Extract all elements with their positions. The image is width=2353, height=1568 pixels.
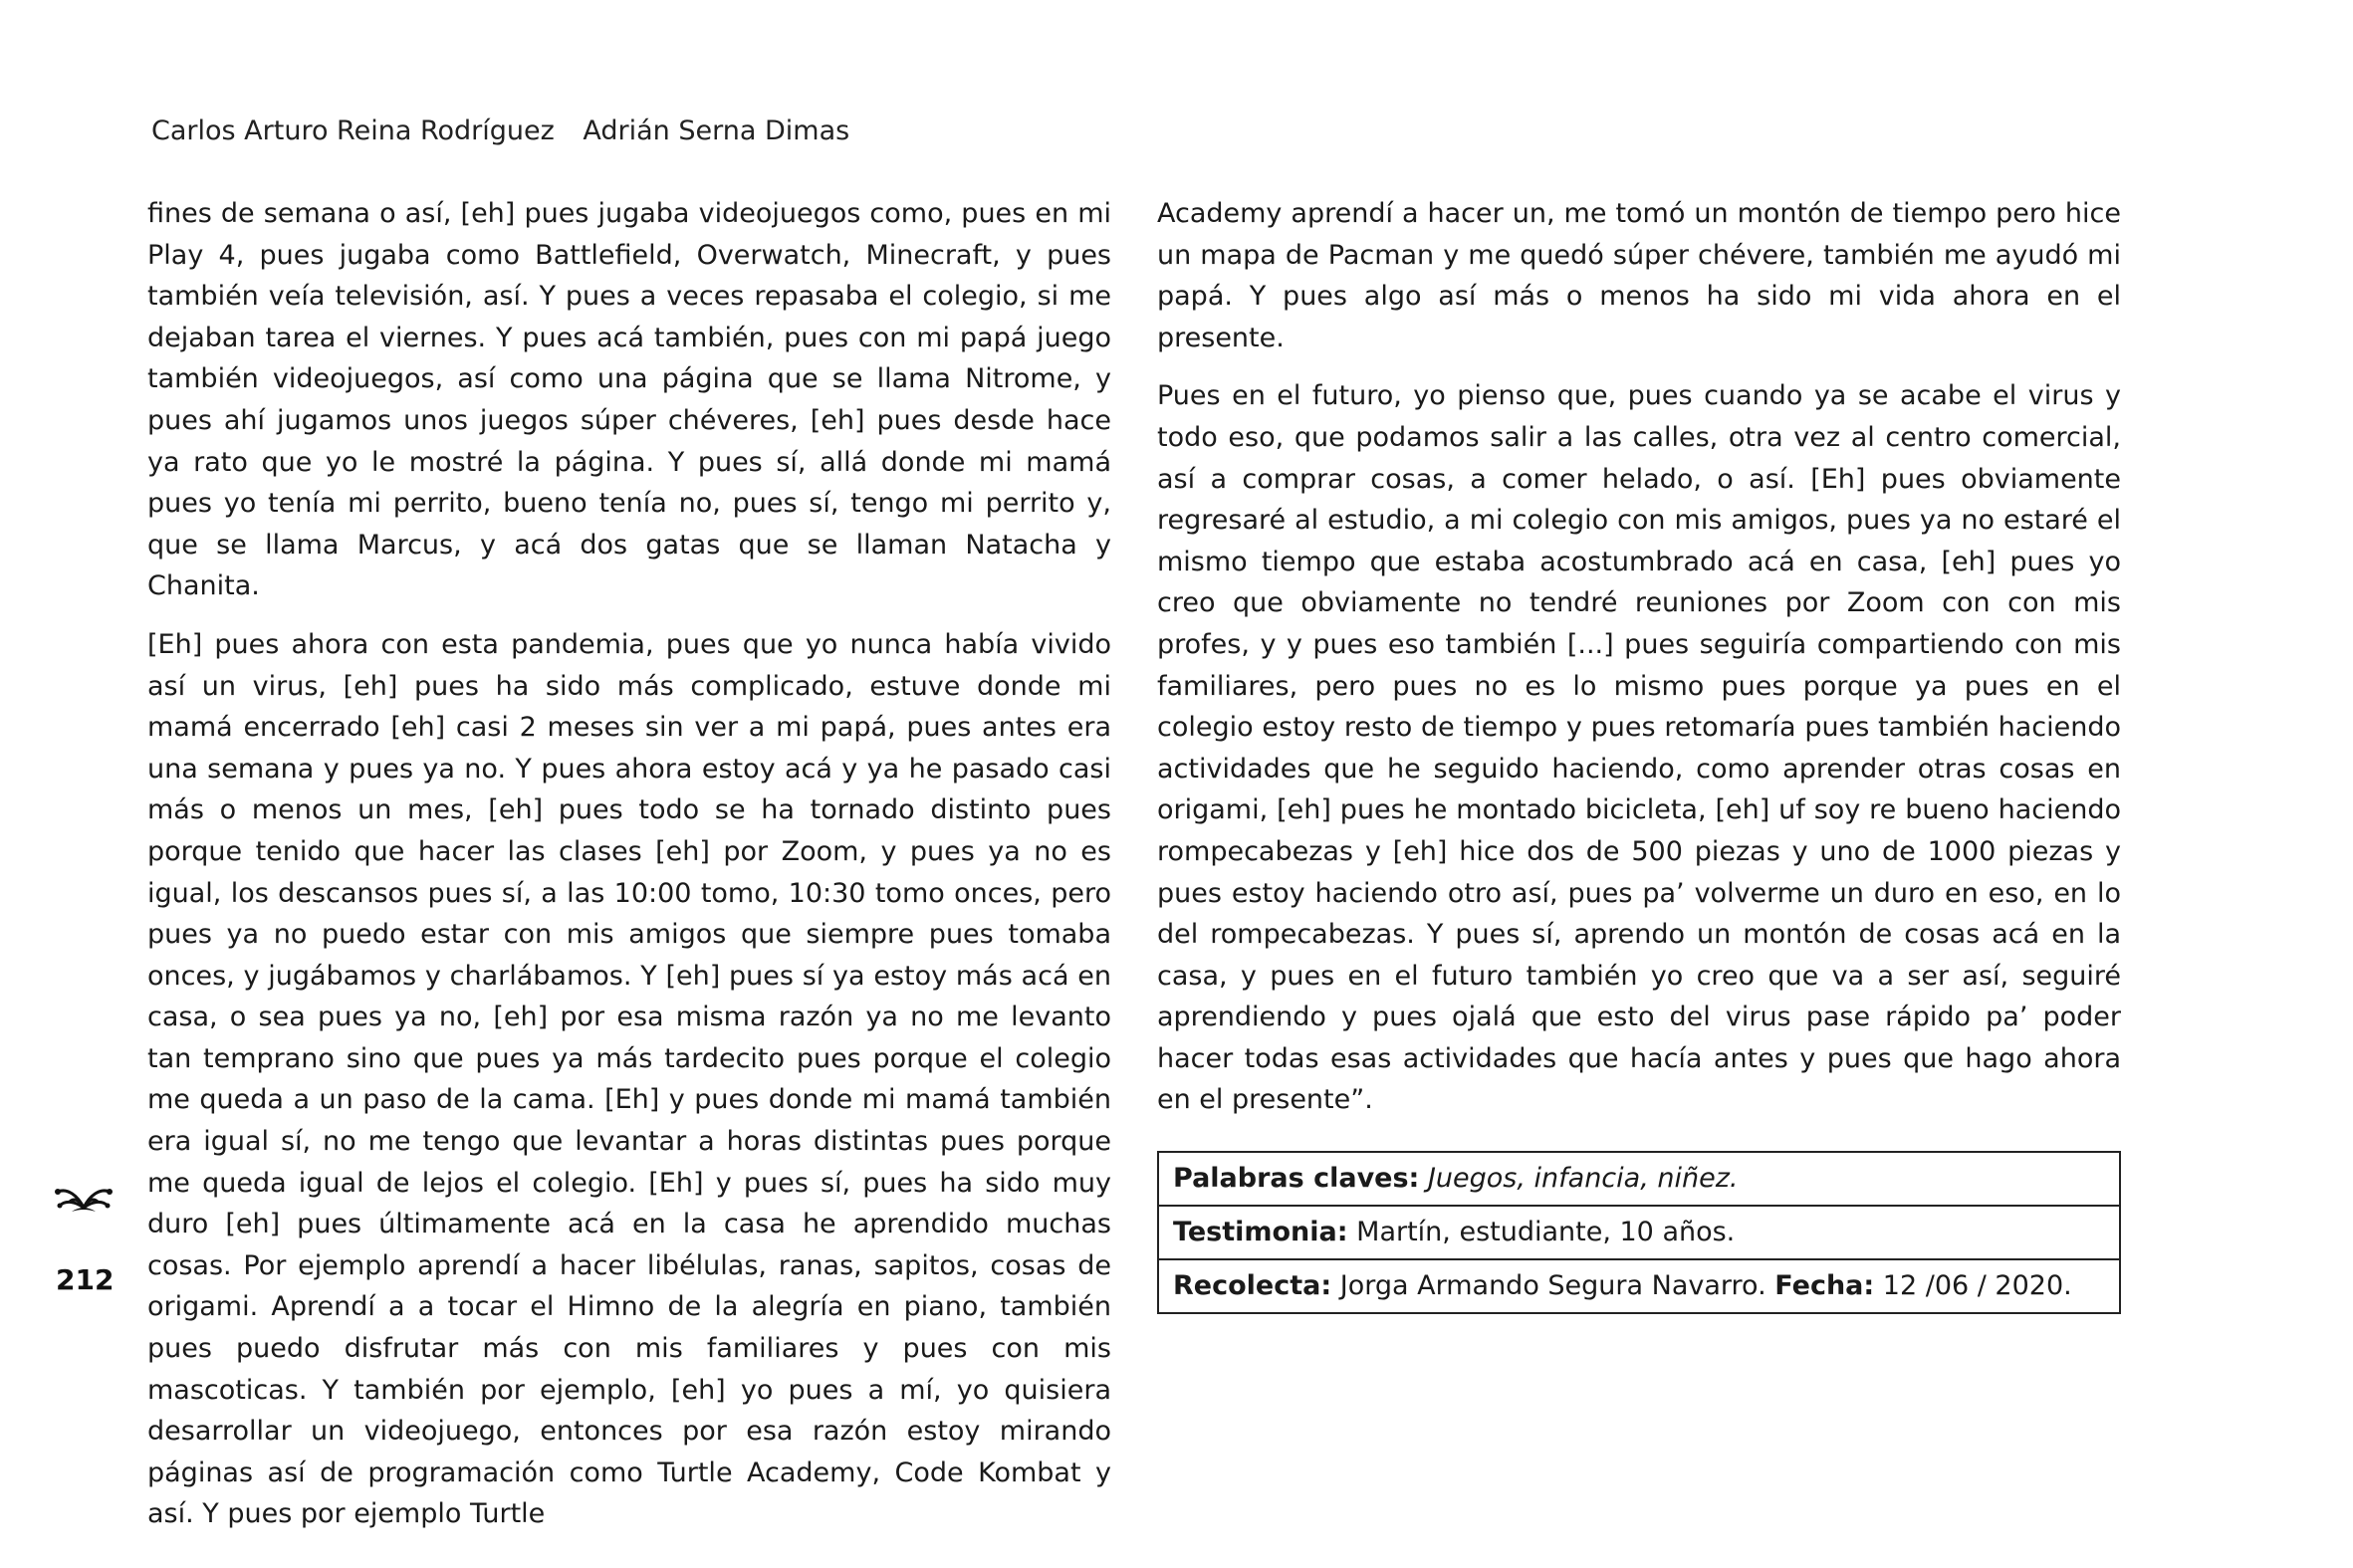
running-head [151, 113, 849, 149]
paragraph: [Eh] pues ahora con esta pandemia, pues que yo nunca había vivido así un virus, [eh] pues ha sido más complicado, estuve donde mi mamá encerrado [eh] casi 2 meses sin ver a mi papá, pues antes era una semana y pues ya no. Y pues ahora estoy acá y ya he pasado casi más o menos un mes, [eh] pues todo se ha tornado distinto pues porque tenido que hacer las clases [eh] por Zoom, y pues ya no es igual, los descansos pues sí, a las 10:00 tomo, 10:30 tomo onces, pero pues ya no puedo estar con mis amigos que siempre pues tomaba onces, y jugábamos y charlábamos. Y [eh] pues sí ya estoy más acá en casa, o sea pues ya no, [eh] por esa misma razón ya no me levanto tan temprano sino que pues ya más tardecito pues porque el colegio me queda a un paso de la cama. [Eh] y pues donde mi mamá también era igual sí, no me tengo que levantar a horas distintas pues porque me queda igual de lejos el colegio. [Eh] y pues sí, pues ha sido muy duro [eh] pues últimamente acá en la casa he aprendido muchas cosas. Por ejemplo aprendí a hacer libélulas, ranas, sapitos, cosas de origami. Aprendí a a tocar el Himno de la alegría en piano, también pues puedo disfrutar más con mis familiares y pues con mis mascoticas. Y también por ejemplo, [eh] yo pues a mí, yo quisiera desarrollar un videojuego, entonces por esa razón estoy mirando páginas así de programación como Turtle Academy, Code Kombat y así. Y pues por ejemplo Turtle [147, 628, 1111, 1530]
flourish-ornament-icon [54, 1178, 114, 1218]
keywords-label: Palabras claves: [1173, 1163, 1420, 1195]
paragraph: fines de semana o así, [eh] pues jugaba videojuegos como, pues en mi Play 4, pues jugaba como Battlefield, Overwatch, Minecraft, y pues también veía televisión, así. Y pues a veces repasaba el colegio, si me dejaban tarea el viernes. Y pues acá también, pues con mi papá juego también videojuegos, así como una página que se llama Nitrome, y pues ahí jugamos unos juegos súper chéveres, [eh] pues desde hace ya rato que yo le mostré la página. Y pues sí, allá donde mi mamá pues yo tenía mi perrito, bueno tenía no, pues sí, tengo mi perrito y, que se llama Marcus, y acá dos gatas que se llaman Natacha y Chanita. [147, 198, 1111, 602]
paragraph: Academy aprendí a hacer un, me tomó un montón de tiempo pero hice un mapa de Pacman y me quedó súper chévere, también me ayudó mi papá. Y pues algo así más o menos ha sido mi vida ahora en el presente. [1157, 198, 2121, 353]
collector-label: Recolecta: [1173, 1270, 1332, 1302]
page-number: 212 [56, 1263, 115, 1296]
paragraph: Pues en el futuro, yo pienso que, pues cuando ya se acabe el virus y todo eso, que podamos salir a las calles, otra vez al centro comercial, así a comprar cosas, a comer helado, o así. [Eh] pues obviamente regresaré al estudio, a mi colegio con mis amigos, pues ya no estaré el mismo tiempo que estaba acostumbrado acá en casa, [eh] pues yo creo que obviamente no tendré reuniones por Zoom con con mis profes, y y pues eso también [...] pues seguiría compartiendo con mis familiares, pero pues no es lo mismo pues porque ya pues en el colegio estoy resto de tiempo y pues retomaría pues también haciendo actividades que he seguido haciendo, como aprender otras cosas en origami, [eh] pues he montado bicicleta, [eh] uf soy re bueno haciendo rompecabezas y [eh] hice dos de 500 piezas y uno de 1000 piezas y pues estoy haciendo otro así, pues pa’ volverme un duro en eso, en lo del rompecabezas. Y pues sí, aprendo un montón de cosas acá en la casa, y pues en el futuro también yo creo que va a ser así, seguiré aprendiendo y pues ojalá que esto del virus pase rápido pa’ poder hacer todas esas actividades que hacía antes y pues que hago ahora en el presente”. [1157, 380, 2121, 1116]
right-column [1157, 193, 2121, 1314]
date-value: 12 /06 / 2020. [1882, 1270, 2072, 1302]
metadata-box [1157, 1151, 2121, 1314]
keywords-value: Juegos, infancia, niñez. [1427, 1163, 1739, 1195]
testimony-value: Martín, estudiante, 10 años. [1356, 1217, 1736, 1248]
date-label: Fecha: [1774, 1270, 1875, 1302]
testimony-row [1159, 1205, 2119, 1258]
author-name: Carlos Arturo Reina Rodríguez [151, 115, 555, 146]
keywords-row [1159, 1153, 2119, 1205]
author-name: Adrián Serna Dimas [583, 115, 850, 146]
left-column [147, 193, 1111, 1552]
collector-value: Jorga Armando Segura Navarro. [1339, 1270, 1766, 1302]
testimony-label: Testimonia: [1173, 1217, 1348, 1248]
collector-row [1159, 1258, 2119, 1312]
